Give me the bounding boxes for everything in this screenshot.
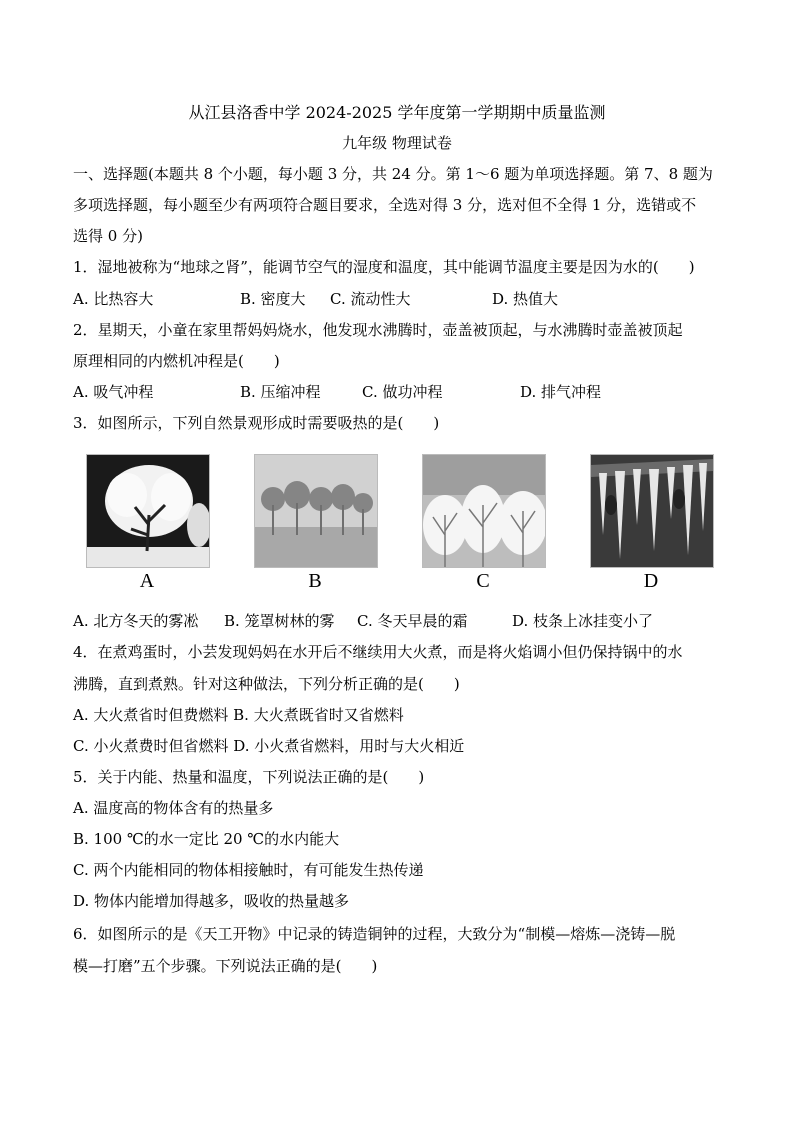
exam-title: 从江县洛香中学 2024-2025 学年度第一学期期中质量监测 — [188, 103, 606, 122]
q5-option-b: B. 100 ℃的水一定比 20 ℃的水内能大 — [73, 830, 340, 848]
q2-option-a: A. 吸气冲程 — [73, 383, 154, 401]
q4-options-ab: A. 大火煮省时但费燃料 B. 大火煮既省时又省燃料 — [73, 706, 404, 724]
q3-option-b: B. 笼罩树林的雾 — [224, 612, 335, 630]
q6-stem-line1: 6．如图所示的是《天工开物》中记录的铸造铜钟的过程，大致分为“制模—熔炼—浇铸—脱 — [73, 925, 676, 943]
q2-stem-line1: 2．星期天，小童在家里帮妈妈烧水，他发现水沸腾时，壶盖被顶起，与水沸腾时壶盖被顶起 — [73, 321, 683, 339]
section-instructions-line2: 多项选择题，每小题至少有两项符合题目要求，全选对得 3 分，选对但不全得 1 分，选错或不 — [73, 196, 697, 214]
q3-option-d: D. 枝条上冰挂变小了 — [512, 612, 654, 630]
q2-option-d: D. 排气冲程 — [520, 383, 602, 401]
q3-option-c: C. 冬天早晨的霜 — [357, 612, 468, 630]
q5-option-c: C. 两个内能相同的物体相接触时，有可能发生热传递 — [73, 861, 424, 879]
q5-option-a: A. 温度高的物体含有的热量多 — [73, 799, 274, 817]
q3-image-c-frost-trees — [422, 454, 546, 568]
exam-subtitle: 九年级 物理试卷 — [342, 134, 452, 152]
section-instructions-line1: 一、选择题(本题共 8 个小题，每小题 3 分，共 24 分。第 1～6 题为单项选择题。第 7、8 题为 — [73, 165, 713, 183]
q3-image-b-fog-forest — [254, 454, 378, 568]
q2-option-c: C. 做功冲程 — [362, 383, 443, 401]
q2-stem-line2: 原理相同的内燃机冲程是( ) — [73, 352, 280, 370]
q3-option-a: A. 北方冬天的雾凇 — [73, 612, 199, 630]
q3-image-d-icicles — [590, 454, 714, 568]
q1-option-a: A. 比热容大 — [73, 290, 154, 308]
q3-image-label-b: B — [308, 570, 322, 592]
section-instructions-line3: 选得 0 分) — [73, 227, 143, 245]
q1-stem: 1．湿地被称为“地球之肾”，能调节空气的湿度和温度，其中能调节温度主要是因为水的( ) — [73, 258, 695, 276]
q2-option-b: B. 压缩冲程 — [240, 383, 321, 401]
q1-option-b: B. 密度大 — [240, 290, 306, 308]
q5-option-d: D. 物体内能增加得越多，吸收的热量越多 — [73, 892, 350, 910]
q4-stem-line2: 沸腾，直到煮熟。针对这种做法，下列分析正确的是( ) — [73, 675, 460, 693]
q3-image-label-c: C — [476, 570, 490, 592]
q3-image-label-d: D — [643, 570, 659, 592]
q3-stem: 3．如图所示，下列自然景观形成时需要吸热的是( ) — [73, 414, 440, 432]
q3-image-a-rime-tree — [86, 454, 210, 568]
q6-stem-line2: 模—打磨”五个步骤。下列说法正确的是( ) — [73, 957, 378, 975]
q1-option-c: C. 流动性大 — [330, 290, 411, 308]
q4-stem-line1: 4．在煮鸡蛋时，小芸发现妈妈在水开后不继续用大火煮，而是将火焰调小但仍保持锅中的水 — [73, 643, 683, 661]
q4-options-cd: C. 小火煮费时但省燃料 D. 小火煮省燃料，用时与大火相近 — [73, 737, 465, 755]
q3-image-label-a: A — [139, 570, 155, 592]
q1-option-d: D. 热值大 — [492, 290, 559, 308]
q5-stem: 5．关于内能、热量和温度，下列说法正确的是( ) — [73, 768, 425, 786]
